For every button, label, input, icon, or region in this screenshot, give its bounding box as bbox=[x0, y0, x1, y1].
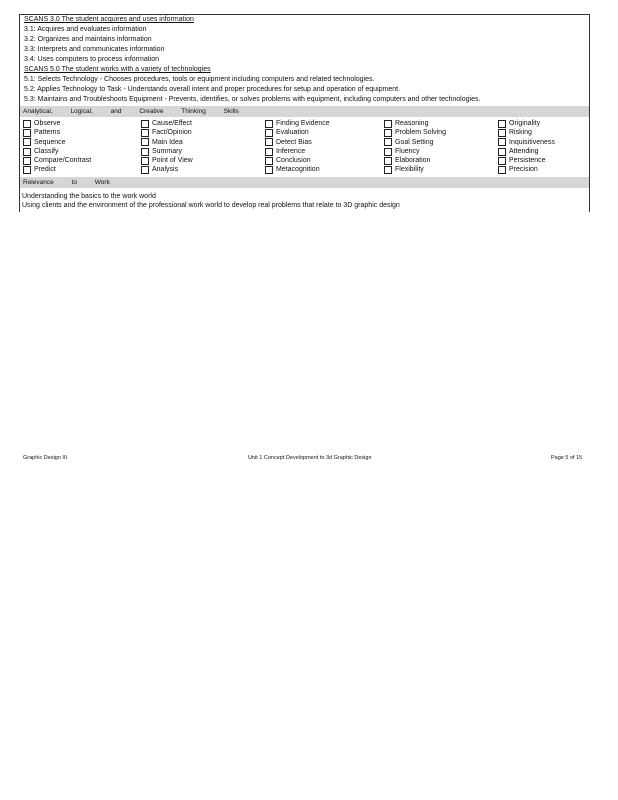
checkbox[interactable] bbox=[23, 148, 31, 156]
skill-item[interactable]: Analysis bbox=[141, 165, 193, 174]
skill-item[interactable]: Inquisitiveness bbox=[498, 138, 555, 147]
checkbox[interactable] bbox=[23, 120, 31, 128]
skills-column-1 bbox=[23, 119, 91, 175]
checkbox[interactable] bbox=[23, 166, 31, 174]
relevance-band bbox=[20, 177, 589, 188]
scans5-item: 5.1: Selects Technology - Chooses procedures, tools or equipment including computers and related technologies. bbox=[24, 76, 375, 83]
scans3-item: 3.3: Interprets and communicates information bbox=[24, 46, 165, 53]
skill-item[interactable]: Observe bbox=[23, 119, 91, 128]
checkbox[interactable] bbox=[498, 129, 506, 137]
checkbox[interactable] bbox=[23, 157, 31, 165]
skill-item[interactable]: Risking bbox=[498, 128, 555, 137]
skill-item[interactable]: Conclusion bbox=[265, 156, 330, 165]
skill-item[interactable]: Flexibility bbox=[384, 165, 446, 174]
footer-unit: Unit 1 Concept Development to 3d Graphic Design bbox=[248, 455, 372, 461]
skill-item[interactable]: Patterns bbox=[23, 128, 91, 137]
checkbox[interactable] bbox=[498, 138, 506, 146]
checkbox[interactable] bbox=[384, 166, 392, 174]
checkbox[interactable] bbox=[384, 148, 392, 156]
relevance-line: Using clients and the environment of the professional work world to develop real problems that relate to 3D graphic design bbox=[22, 202, 400, 209]
skill-item[interactable]: Evaluation bbox=[265, 128, 330, 137]
checkbox[interactable] bbox=[141, 166, 149, 174]
skills-band-word: Skills bbox=[223, 108, 239, 115]
skills-column-5 bbox=[498, 119, 555, 175]
checkbox[interactable] bbox=[384, 120, 392, 128]
skill-item[interactable]: Summary bbox=[141, 147, 193, 156]
scans5-heading: SCANS 5.0 The student works with a variety of technologies bbox=[24, 66, 211, 73]
skills-band-word: and bbox=[110, 108, 122, 115]
scans3-heading: SCANS 3.0 The student acquires and uses information bbox=[24, 16, 194, 23]
skill-item[interactable]: Metacognition bbox=[265, 165, 330, 174]
scans5-item: 5.2: Applies Technology to Task - Understands overall intent and proper procedures for setup and operation of equipment. bbox=[24, 86, 401, 93]
skill-item[interactable]: Main Idea bbox=[141, 138, 193, 147]
skill-item[interactable]: Fact/Opinion bbox=[141, 128, 193, 137]
skills-band-word: Thinking bbox=[181, 108, 206, 115]
checkbox[interactable] bbox=[265, 166, 273, 174]
scans5-item: 5.3: Maintains and Troubleshoots Equipment - Prevents, identifies, or solves problems with equipment, including computers and other technologies. bbox=[24, 96, 481, 103]
relevance-line: Understanding the basics to the work world bbox=[22, 193, 156, 200]
skill-item[interactable]: Sequence bbox=[23, 138, 91, 147]
scans3-item: 3.1: Acquires and evaluates information bbox=[24, 26, 147, 33]
scans3-item: 3.2: Organizes and maintains information bbox=[24, 36, 152, 43]
checkbox[interactable] bbox=[265, 138, 273, 146]
checkbox[interactable] bbox=[23, 138, 31, 146]
skill-item[interactable]: Cause/Effect bbox=[141, 119, 193, 128]
checkbox[interactable] bbox=[141, 148, 149, 156]
checkbox[interactable] bbox=[141, 120, 149, 128]
checkbox[interactable] bbox=[265, 120, 273, 128]
skill-item[interactable]: Precision bbox=[498, 165, 555, 174]
checkbox[interactable] bbox=[498, 166, 506, 174]
checkbox[interactable] bbox=[265, 157, 273, 165]
footer-course: Graphic Design III bbox=[23, 455, 68, 461]
checkbox[interactable] bbox=[384, 157, 392, 165]
skills-band-word: Analytical, bbox=[23, 108, 53, 115]
checkbox[interactable] bbox=[384, 129, 392, 137]
skills-band bbox=[20, 106, 589, 117]
skills-band-word: Logical, bbox=[70, 108, 93, 115]
skills-column-2 bbox=[141, 119, 193, 175]
skill-item[interactable]: Predict bbox=[23, 165, 91, 174]
skill-item[interactable]: Finding Evidence bbox=[265, 119, 330, 128]
checkbox[interactable] bbox=[498, 157, 506, 165]
skills-checklist bbox=[23, 119, 589, 177]
skill-item[interactable]: Classify bbox=[23, 147, 91, 156]
skill-item[interactable]: Fluency bbox=[384, 147, 446, 156]
skill-item[interactable]: Originality bbox=[498, 119, 555, 128]
relevance-band-word: Work bbox=[94, 179, 110, 186]
skill-item[interactable]: Persistence bbox=[498, 156, 555, 165]
standards-table bbox=[19, 14, 590, 212]
footer-page-number: Page 5 of 15 bbox=[551, 455, 583, 461]
checkbox[interactable] bbox=[265, 129, 273, 137]
skill-item[interactable]: Inference bbox=[265, 147, 330, 156]
checkbox[interactable] bbox=[23, 129, 31, 137]
skill-item[interactable]: Detect Bias bbox=[265, 138, 330, 147]
checkbox[interactable] bbox=[384, 138, 392, 146]
skill-item[interactable]: Attending bbox=[498, 147, 555, 156]
skill-item[interactable]: Elaboration bbox=[384, 156, 446, 165]
skills-band-word: Creative bbox=[139, 108, 164, 115]
skill-item[interactable]: Point of View bbox=[141, 156, 193, 165]
skill-item[interactable]: Goal Setting bbox=[384, 138, 446, 147]
relevance-band-word: to bbox=[71, 179, 77, 186]
skills-column-4 bbox=[384, 119, 446, 175]
checkbox[interactable] bbox=[498, 120, 506, 128]
skill-item[interactable]: Compare/Contrast bbox=[23, 156, 91, 165]
relevance-band-word: Relevance bbox=[23, 179, 54, 186]
skills-column-3 bbox=[265, 119, 330, 175]
skill-item[interactable]: Reasoning bbox=[384, 119, 446, 128]
checkbox[interactable] bbox=[498, 148, 506, 156]
checkbox[interactable] bbox=[141, 138, 149, 146]
checkbox[interactable] bbox=[265, 148, 273, 156]
skill-item[interactable]: Problem Solving bbox=[384, 128, 446, 137]
checkbox[interactable] bbox=[141, 129, 149, 137]
checkbox[interactable] bbox=[141, 157, 149, 165]
scans3-item: 3.4: Uses computers to process information bbox=[24, 56, 160, 63]
